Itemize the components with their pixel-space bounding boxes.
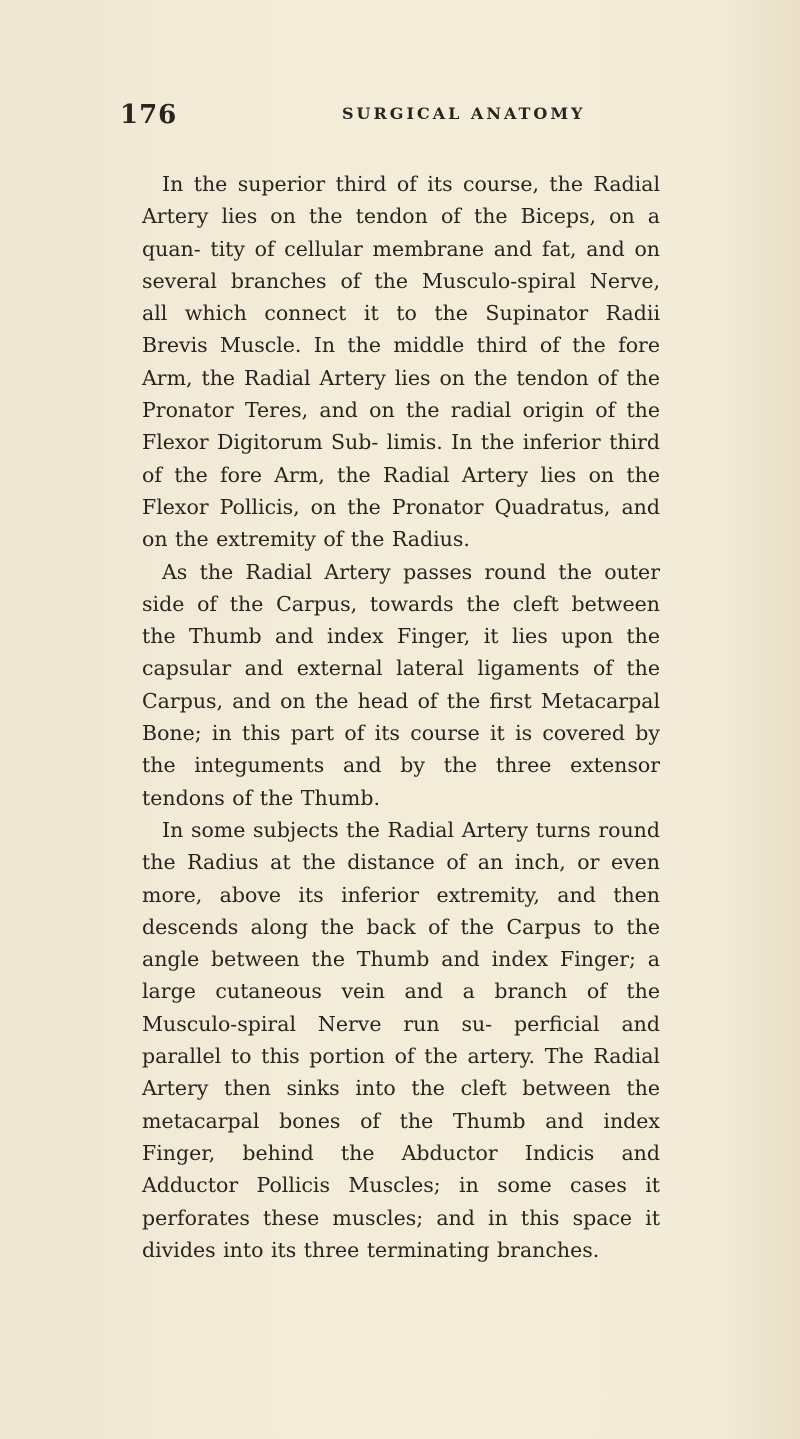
- body-text: [142, 168, 660, 1266]
- paragraph-3: In some subjects the Radial Artery turns round the Radius at the distance of an inch, or even more, above its inferior extremity, and then descends along the back of the Carpus to the angle between the Thumb and index Finger; a large cutaneous vein and a branch of the Musculo-spiral Nerve run su- perficial and parallel to this portion of the artery. The Radial Artery then sinks into the cleft between the metacarpal bones of the Thumb and index Finger, behind the Abductor Indicis and Adductor Pollicis Muscles; in some cases it perforates these muscles; and in this space it divides into its three terminating branches.: [142, 817, 660, 1262]
- running-head: SURGICAL ANATOMY: [342, 104, 586, 123]
- page-header: [120, 100, 680, 140]
- page-number: 176: [120, 100, 178, 130]
- paragraph-1: In the superior third of its course, the Radial Artery lies on the tendon of the Biceps, on a quan- tity of cellular membrane and fat, and on several branches of the Musculo-spiral Nerve, all which connect it to the Supinator Radii Brevis Muscle. In the middle third of the fore Arm, the Radial Artery lies on the tendon of the Pronator Teres, and on the radial origin of the Flexor Digitorum Sub- limis. In the inferior third of the fore Arm, the Radial Artery lies on the Flexor Pollicis, on the Pronator Quadratus, and on the extremity of the Radius.: [142, 172, 660, 552]
- paragraph-2: As the Radial Artery passes round the outer side of the Carpus, towards the cleft between the Thumb and index Finger, it lies upon the capsular and external lateral ligaments of the Carpus, and on the head of the first Metacarpal Bone; in this part of its course it is covered by the integuments and by the three extensor tendons of the Thumb.: [142, 559, 660, 810]
